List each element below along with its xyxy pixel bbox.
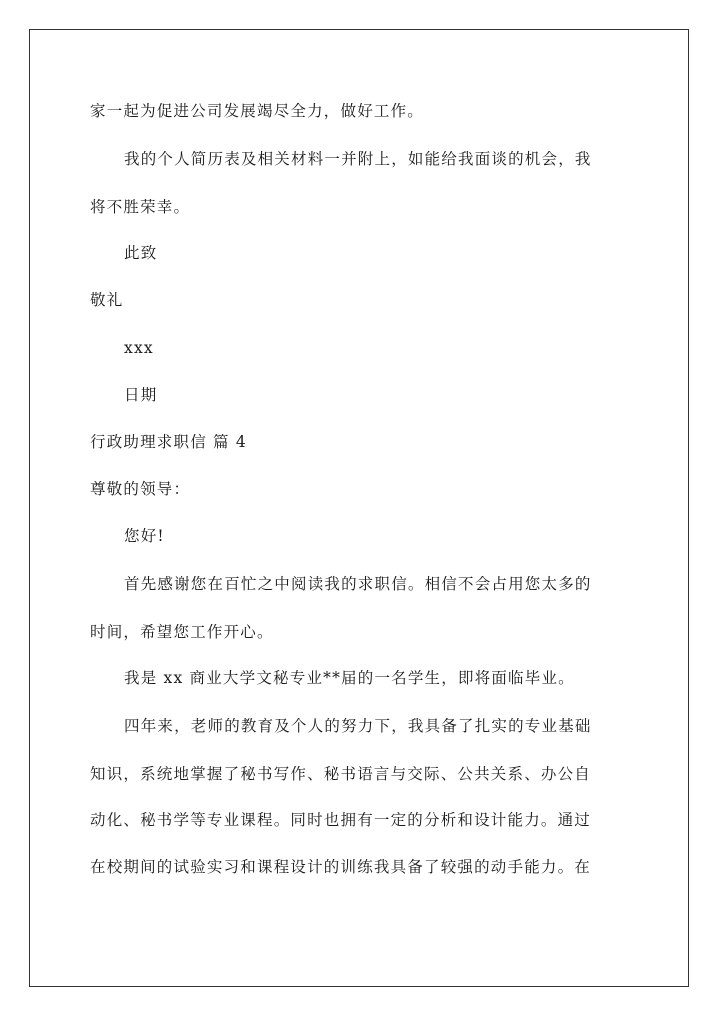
text-line: 将不胜荣幸。 [90,198,191,216]
text-line: 时间，希望您工作开心。 [90,623,274,641]
section-heading: 行政助理求职信 篇 4 [90,433,247,451]
text-line: 四年来，老师的教育及个人的努力下，我具备了扎实的专业基础 [124,717,592,735]
text-line: 动化、秘书学等专业课程。同时也拥有一定的分析和设计能力。通过 [90,811,592,829]
text-line: 我是 xx 商业大学文秘专业**届的一名学生，即将面临毕业。 [124,669,575,687]
text-line: 知识，系统地掌握了秘书写作、秘书语言与交际、公共关系、办公自 [90,765,592,783]
greeting-hello: 您好! [124,527,165,545]
text-line: 在校期间的试验实习和课程设计的训练我具备了较强的动手能力。在 [90,858,592,876]
signature-date: 日期 [124,386,158,404]
text-line: 首先感谢您在百忙之中阅读我的求职信。相信不会占用您太多的 [124,575,592,593]
closing-regards: 敬礼 [90,291,124,309]
text-line: 家一起为促进公司发展竭尽全力，做好工作。 [90,102,425,120]
page-border [29,29,689,987]
signature-name: xxx [124,339,154,357]
text-line: 我的个人简历表及相关材料一并附上，如能给我面谈的机会，我 [124,150,592,168]
closing-salutation: 此致 [124,244,158,262]
greeting: 尊敬的领导： [90,480,191,498]
